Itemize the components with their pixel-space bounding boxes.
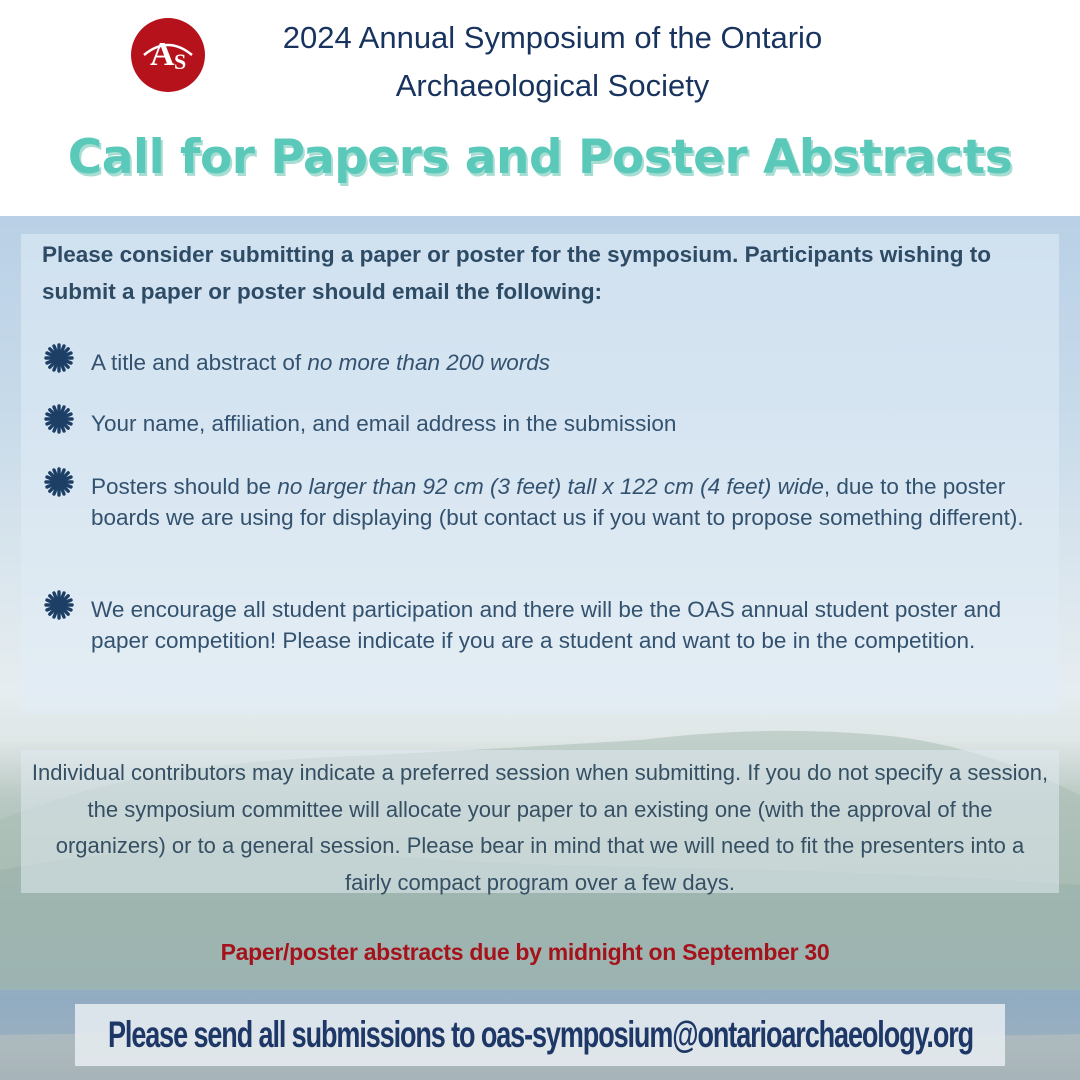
requirement-text — [91, 347, 1051, 378]
requirement-text-before: Posters should be — [91, 474, 278, 499]
event-title — [200, 14, 905, 110]
event-title-line-1: 2024 Annual Symposium of the Ontario — [282, 20, 823, 55]
requirement-text — [91, 594, 1051, 656]
event-title-line-2: Archaeological Society — [395, 68, 710, 103]
requirement-text-before: Your name, affiliation, and email address in the submission — [91, 411, 677, 436]
requirement-emphasis: no larger than 92 cm (3 feet) tall x 122 cm (4 feet) wide — [277, 474, 824, 499]
session-note: Individual contributors may indicate a preferred session when submitting. If you do not specify a session, the symposium committee will allocate your paper to an existing one (with the approval of the organizers) or to a general session. Please bear in mind that we will need to fit the presenters into a fairly compact program over a few days. — [31, 760, 1049, 895]
asterisk-flower-icon — [42, 588, 76, 622]
requirement-text-before: We encourage all student participation and there will be the OAS annual student poster and paper competition! Please indicate if you are a student and want to be in the competition. — [91, 597, 1002, 653]
call-for-papers-title: Call for Papers and Poster Abstracts — [67, 130, 1013, 185]
requirement-text-before: A title and abstract of — [91, 350, 308, 375]
intro-text: Please consider submitting a paper or poster for the symposium. Participants wishing to submit a paper or poster should email the following: — [42, 242, 991, 304]
submission-email-line: Please send all submissions to oas-symposium@ontarioarchaeology.org — [108, 1014, 974, 1055]
requirement-emphasis: no more than 200 words — [307, 350, 551, 375]
asterisk-flower-icon — [42, 402, 76, 436]
svg-text:S: S — [174, 49, 187, 74]
requirement-text — [91, 408, 1051, 439]
svg-text:A: A — [150, 36, 175, 73]
header-band — [0, 0, 1080, 216]
requirement-text — [91, 471, 1051, 533]
asterisk-flower-icon — [42, 465, 76, 499]
oas-logo — [130, 17, 206, 93]
asterisk-flower-icon — [42, 341, 76, 375]
requirement-text-after: , due to the poster boards we are using for displaying (but contact us if you want to propose something different). — [91, 474, 1024, 530]
deadline-notice: Paper/poster abstracts due by midnight on September 30 — [220, 939, 830, 965]
